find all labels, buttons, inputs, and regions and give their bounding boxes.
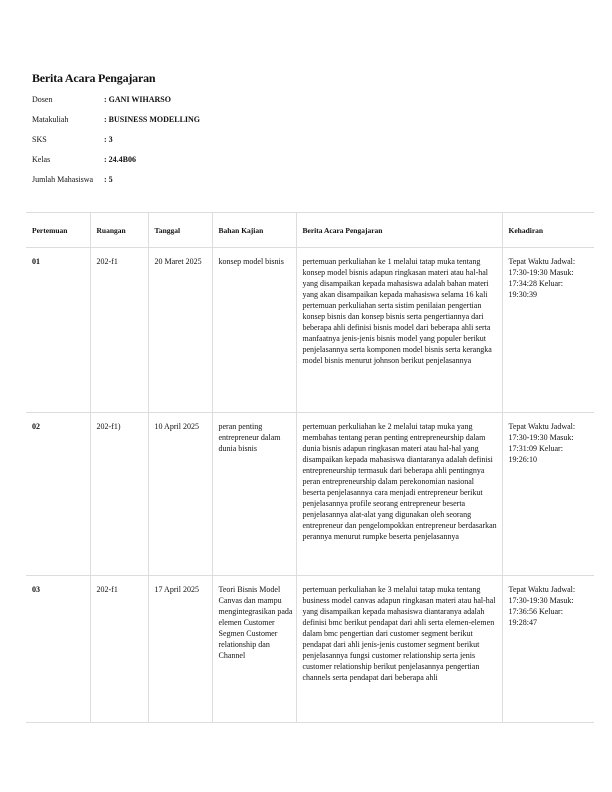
cell-tanggal: 17 April 2025 <box>148 576 212 723</box>
cell-bahan-kajian: peran penting entrepreneur dalam dunia bisnis <box>212 413 296 576</box>
info-row-sks <box>32 135 200 155</box>
cell-kehadiran: Tepat Waktu Jadwal: 17:30-19:30 Masuk: 17:34:28 Keluar: 19:30:39 <box>502 248 594 413</box>
info-row-dosen <box>32 95 200 115</box>
cell-berita-acara: pertemuan perkuliahan ke 1 melalui tatap muka tentang konsep model bisnis adapun ringkasan materi atau hal-hal yang disampaikan kepada mahasiswa adalah bahan materi yang akan disampaikan kepada mahasiswa selama 16 kali pertemuan perkuliahan serta sistim penilaian pengertian konsep bisnis dan konsep bisnis serta pengertiannya dari beberapa ahli definisi bisnis model dari beberapa ahli serta manfaatnya jenis-jenis bisnis model yang populer berikut penjelasannya serta komponen model bisnis serta kerangka model bisnis menurut johnson berikut penjelasannya <box>296 248 502 413</box>
cell-ruangan: 202-f1) <box>90 413 148 576</box>
info-label: Jumlah Mahasiswa <box>32 175 94 184</box>
cell-ruangan: 202-f1 <box>90 248 148 413</box>
header-berita-acara: Berita Acara Pengajaran <box>296 213 502 248</box>
info-value: : BUSINESS MODELLING <box>104 115 201 124</box>
cell-bahan-kajian: Teori Bisnis Model Canvas dan mampu mengintegrasikan pada elemen Customer Segmen Customer relationship dan Channel <box>212 576 296 723</box>
info-row-kelas <box>32 155 200 175</box>
info-row-jumlah-mahasiswa <box>32 175 200 195</box>
info-label: Matakuliah <box>32 115 69 124</box>
header-pertemuan: Pertemuan <box>26 213 90 248</box>
cell-tanggal: 20 Maret 2025 <box>148 248 212 413</box>
table-row <box>26 248 594 413</box>
info-value: : 5 <box>104 175 113 184</box>
cell-kehadiran: Tepat Waktu Jadwal: 17:30-19:30 Masuk: 17:36:56 Keluar: 19:28:47 <box>502 576 594 723</box>
info-label: SKS <box>32 135 47 144</box>
info-value: : 3 <box>104 135 113 144</box>
header-ruangan: Ruangan <box>90 213 148 248</box>
table-row <box>26 413 594 576</box>
table-header-row <box>26 213 594 248</box>
course-info <box>32 95 200 195</box>
info-value: : 24.4B06 <box>104 155 136 164</box>
cell-tanggal: 10 April 2025 <box>148 413 212 576</box>
cell-kehadiran: Tepat Waktu Jadwal: 17:30-19:30 Masuk: 17:31:09 Keluar: 19:26:10 <box>502 413 594 576</box>
cell-berita-acara: pertemuan perkuliahan ke 3 melalui tatap muka tentang business model canvas adapun ringkasan materi atau hal-hal yang disampaikan kepada mahasiswa diantaranya adalah definisi bmc berikut pendapat dari ahli serta elemen-elemen dalam bmc pengertian dari customer segment berikut pendapat dari ahli jenis-jenis customer segment berikut penjelasannya fungsi customer relationship serta jenis customer relationship berikut penjelasannya pengertian channels serta pendapat dari beberapa ahli <box>296 576 502 723</box>
header-kehadiran: Kehadiran <box>502 213 594 248</box>
cell-ruangan: 202-f1 <box>90 576 148 723</box>
header-tanggal: Tanggal <box>148 213 212 248</box>
teaching-log-table <box>26 212 594 723</box>
cell-berita-acara: pertemuan perkuliahan ke 2 melalui tatap muka yang membahas tentang peran penting entrepreneurship dalam dunia bisnis adapun ringkasan materi atau hal-hal yang disampaikan kepada mahasiswa diantaranya adalah definisi entrepreneurship termasuk dari beberapa ahli pentingnya peran entrepreneurship dalam perekonomian nasional beserta penjelasannya cara menjadi entrepreneur berikut penjelasannya profile seorang entrepreneur beserta penjelasannya alat-alat yang digunakan oleh seorang entrepreneur dan pengelompokkan entrepreneur berdasarkan perannya menurut rumpke beserta penjelasannya <box>296 413 502 576</box>
cell-pertemuan: 01 <box>26 248 90 413</box>
cell-bahan-kajian: konsep model bisnis <box>212 248 296 413</box>
info-row-matakuliah <box>32 115 200 135</box>
info-label: Dosen <box>32 95 53 104</box>
header-bahan-kajian: Bahan Kajian <box>212 213 296 248</box>
table-row <box>26 576 594 723</box>
cell-pertemuan: 03 <box>26 576 90 723</box>
info-label: Kelas <box>32 155 51 164</box>
cell-pertemuan: 02 <box>26 413 90 576</box>
info-value: : GANI WIHARSO <box>104 95 171 104</box>
document-title: Berita Acara Pengajaran <box>32 71 156 85</box>
